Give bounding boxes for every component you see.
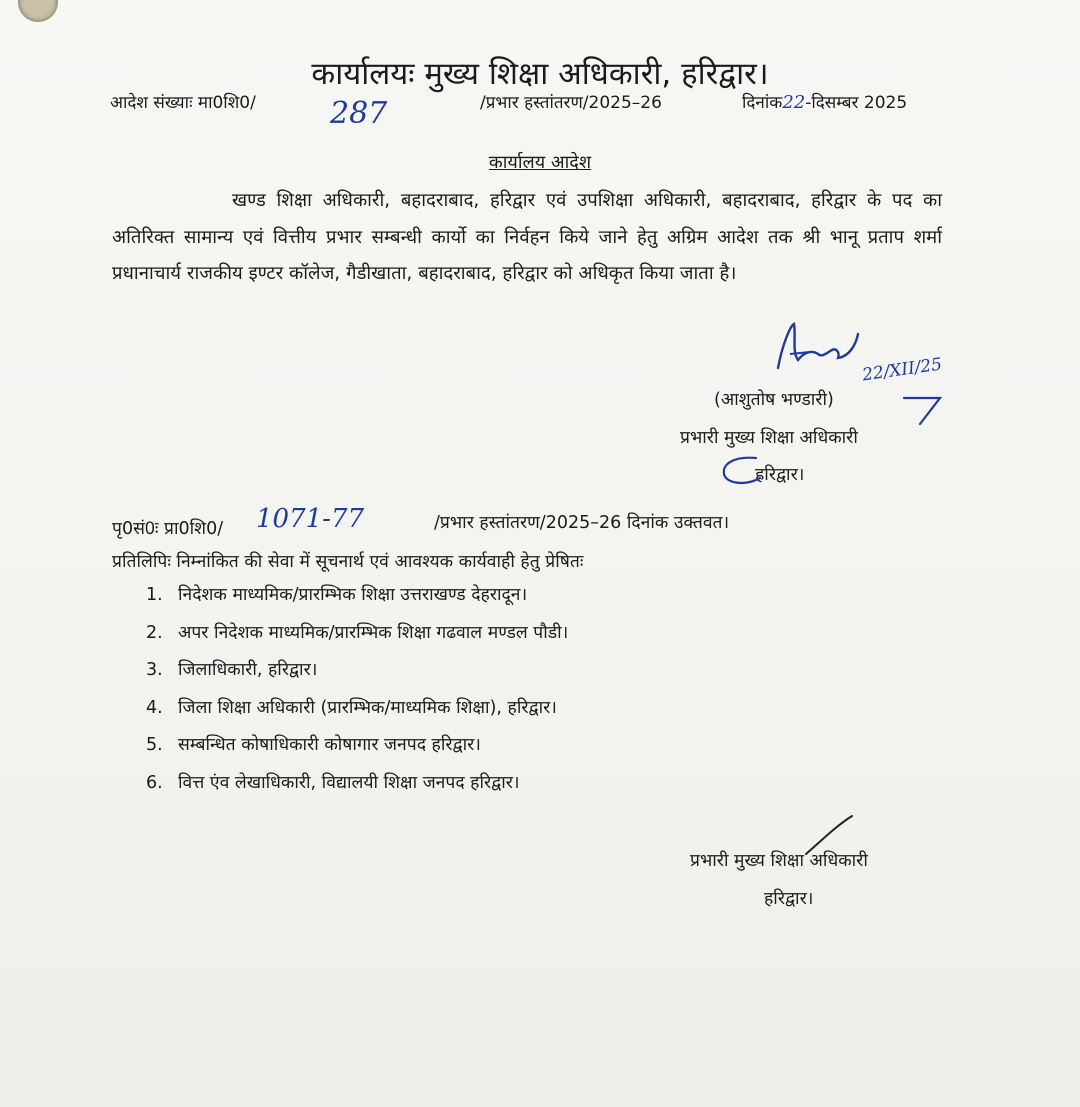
order-date (742, 90, 907, 113)
list-item: 3. जिलाधिकारी, हरिद्वार। (146, 660, 318, 680)
date-label: दिनांक (742, 93, 783, 113)
place-ink-loop (716, 452, 776, 492)
signatory-designation: प्रभारी मुख्य शिक्षा अधिकारी (680, 428, 858, 448)
order-number-label: आदेश संख्याः मा0शि0/ (110, 93, 256, 113)
list-item: 5. सम्बन्धित कोषाधिकारी कोषागार जनपद हरिद्वार। (146, 735, 481, 755)
office-title: कार्यालयः मुख्य शिक्षा अधिकारी, हरिद्वार। (311, 56, 769, 92)
punch-hole (18, 0, 58, 22)
list-item: 6. वित्त एंव लेखाधिकारी, विद्यालयी शिक्षा जनपद हरिद्वार। (146, 772, 520, 793)
endorsement-ref-label: पृ0सं0ः प्रा0शि0/ (112, 519, 224, 539)
signatory-name: (आशुतोष भण्डारी) (714, 390, 834, 410)
date-handwritten-day: 22 (782, 92, 806, 113)
signature-flourish (900, 390, 950, 430)
signatory-place: हरिद्वार। (755, 465, 805, 485)
copy-to-line: प्रतिलिपिः निम्नांकित की सेवा में सूचनार्थ एवं आवश्यक कार्यवाही हेतु प्रेषितः (112, 552, 584, 572)
order-number-handwritten: 287 (330, 96, 388, 131)
recipient-list (146, 582, 568, 807)
endorsement-ref-suffix: /प्रभार हस्तांतरण/2025–26 दिनांक उक्तवत। (434, 513, 730, 533)
signature-date-handwritten: 22/XII/25 (860, 354, 944, 386)
footer-designation: प्रभारी मुख्य शिक्षा अधिकारी (690, 851, 868, 871)
date-suffix: -दिसम्बर 2025 (805, 93, 908, 113)
order-heading: कार्यालय आदेश (488, 152, 592, 173)
order-subject-ref: /प्रभार हस्तांतरण/2025–26 (480, 93, 662, 113)
signature-mark-1 (760, 316, 870, 386)
list-item: 4. जिला शिक्षा अधिकारी (प्रारम्भिक/माध्यमिक शिक्षा), हरिद्वार। (146, 697, 557, 718)
endorsement-ref-handwritten: 1071-77 (256, 504, 365, 534)
list-item: 2. अपर निदेशक माध्यमिक/प्रारम्भिक शिक्षा गढवाल मण्डल पौडी। (146, 622, 569, 643)
list-item: 1. निदेशक माध्यमिक/प्रारम्भिक शिक्षा उत्तराखण्ड देहरादून। (146, 585, 528, 605)
footer-place: हरिद्वार। (764, 889, 814, 909)
order-body: खण्ड शिक्षा अधिकारी, बहादराबाद, हरिद्वार एवं उपशिक्षा अधिकारी, बहादराबाद, हरिद्वार के पद का अतिरिक्त सामान्य एवं वित्तीय प्रभार सम्बन्धी कार्यो का निर्वहन किये जाने हेतु अग्रिम आदेश तक श्री भानू प्रताप शर्मा प्रधानाचार्य राजकीय इण्टर कॉलेज, गैडीखाता, बहादराबाद, हरिद्वार को अधिकृत किया जाता है। (112, 190, 942, 284)
